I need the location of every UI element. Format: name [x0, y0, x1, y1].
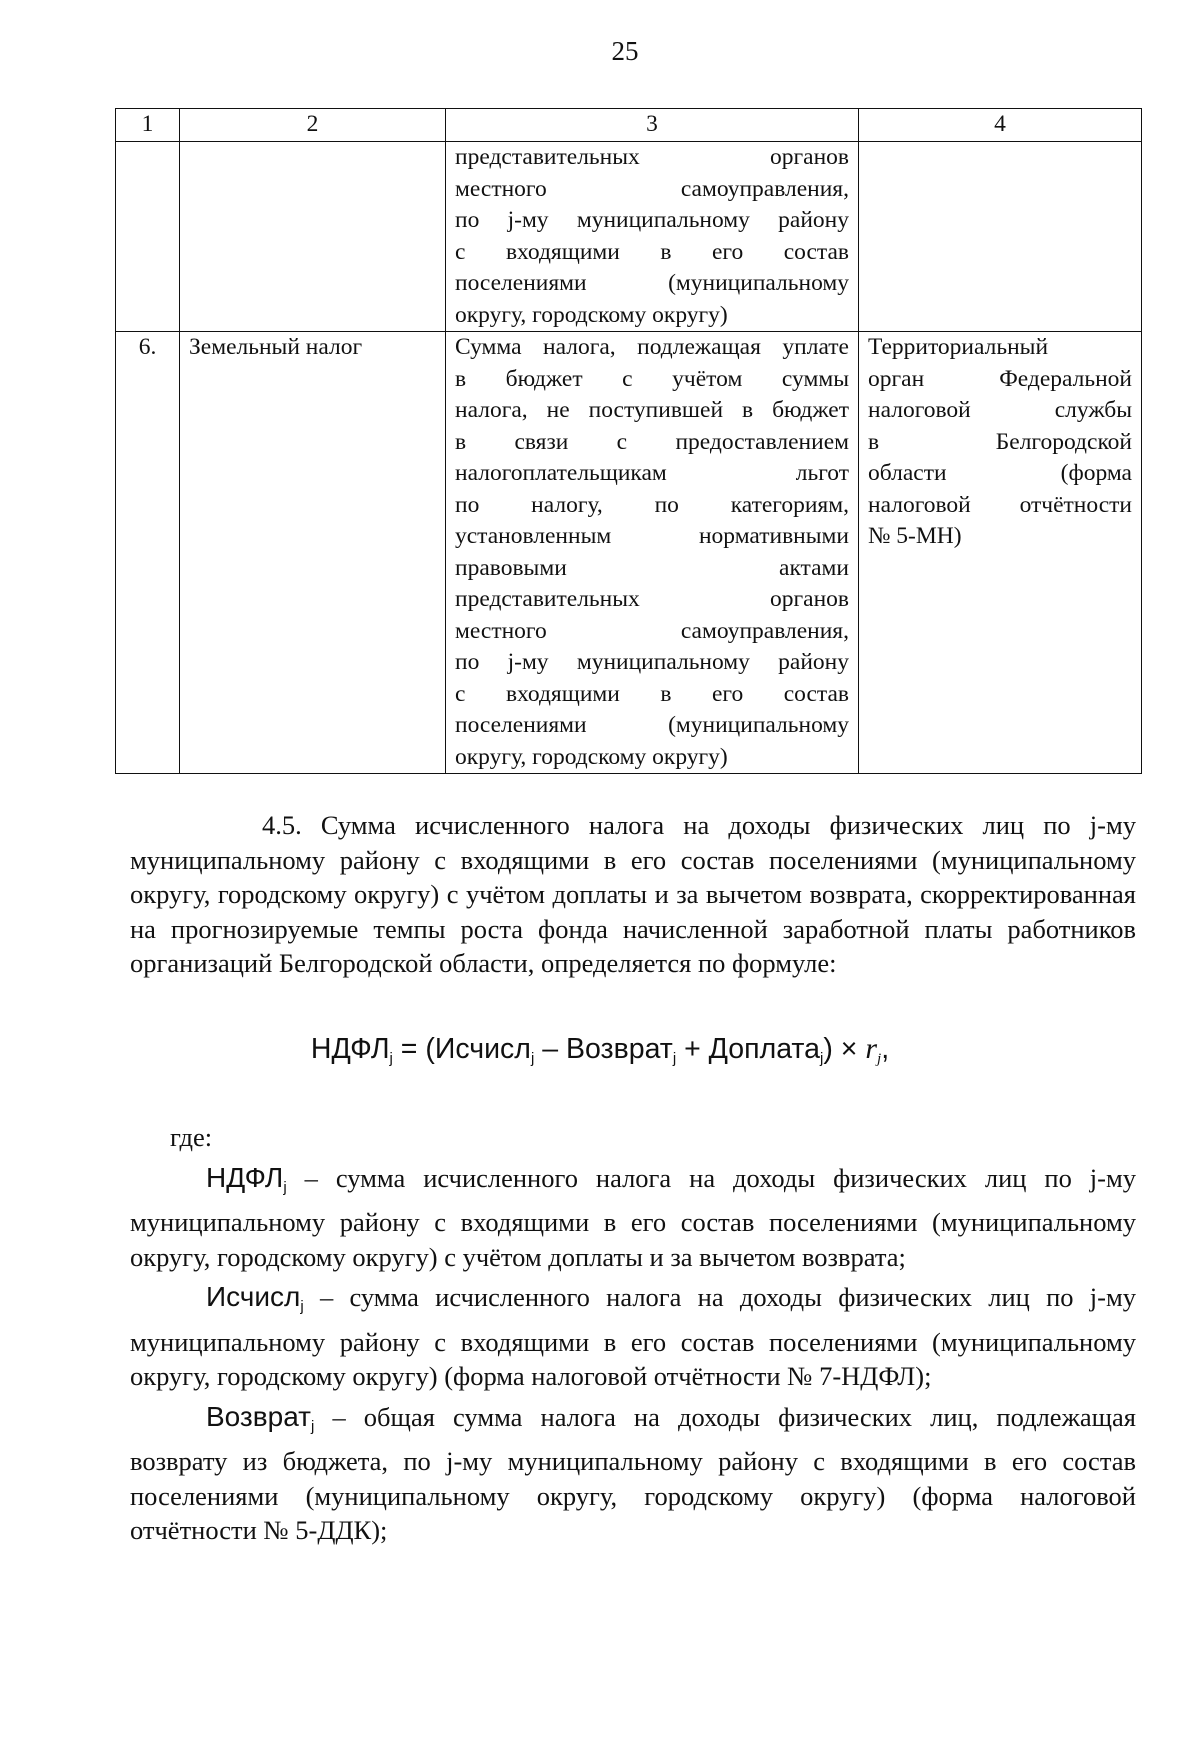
definition-term: Исчисл [206, 1281, 301, 1312]
cell-line: орган Федеральной [868, 365, 1132, 392]
cell-line: с входящими в его состав [455, 238, 849, 265]
table-header-row [116, 109, 1142, 142]
formula-term-vozvrat: Возврат [565, 1033, 673, 1065]
cell-line: налоговой отчётности [868, 491, 1132, 518]
definition-sub: j [283, 1178, 287, 1196]
definition-ndfl [130, 1161, 1136, 1275]
row-tax-name: Земельный налог [180, 332, 446, 774]
formula-sub: j [672, 1050, 677, 1067]
definition-sub: j [300, 1298, 304, 1315]
row-description [446, 332, 859, 774]
cell-line: местного самоуправления, [455, 617, 849, 644]
row-source [859, 142, 1142, 332]
cell-line: округу, городскому округу) [455, 301, 728, 328]
formula-minus: – [534, 1033, 566, 1065]
cell-line: по j-му муниципальному району [455, 207, 849, 233]
cell-line: налога, не поступившей в бюджет [455, 397, 849, 423]
formula-r: r [865, 1032, 878, 1065]
cell-line: по j-му муниципальному району [455, 649, 849, 675]
definition-term: НДФЛ [206, 1161, 284, 1193]
formula-sub-r: j [877, 1051, 882, 1067]
definition-text: – сумма исчисленного налога на доходы физических лиц по j-му муниципальному району с входящими в его состав поселениями (муниципальному округу, городскому округу) с учётом доплаты и за вычетом возврата; [130, 1162, 1136, 1272]
cell-line: области (форма [868, 460, 1132, 486]
cell-line: правовыми актами [455, 554, 849, 581]
cell-line: по налогу, по категориям, [455, 491, 849, 518]
cell-line: налогоплательщикам льгот [455, 460, 849, 486]
row-number [116, 142, 180, 332]
formula-sub: j [389, 1050, 393, 1067]
cell-line: № 5-МН) [868, 523, 962, 549]
cell-line: округу, городскому округу) [455, 743, 728, 770]
row-description [446, 142, 859, 332]
definition-term: Возврат [206, 1400, 311, 1432]
cell-line: с входящими в его состав [455, 680, 849, 707]
formula-sub: j [820, 1050, 824, 1067]
definition-vozvrat [130, 1400, 1136, 1548]
cell-line: в связи с предоставлением [455, 428, 849, 455]
cell-line: установленным нормативными [455, 523, 849, 549]
where-label: где: [170, 1122, 213, 1152]
formula-lhs: НДФЛ [310, 1033, 390, 1065]
table-row [116, 332, 1142, 774]
definition-text: – общая сумма налога на доходы физических лиц, подлежащая возврату из бюджета, по j-му муниципальному району с входящими в его состав поселениями (муниципальному округу, городскому округу) (форма налоговой отчётности № 5-ДДК); [130, 1401, 1136, 1545]
cell-line: местного самоуправления, [455, 175, 849, 202]
definition-sub: j [311, 1417, 315, 1435]
formula-term-doplata: Доплата [708, 1033, 821, 1065]
table-row [116, 142, 1142, 332]
section-intro [130, 808, 1136, 981]
formula-sub: j [530, 1050, 535, 1067]
header-col-4: 4 [859, 109, 1142, 142]
cell-line: Сумма налога, подлежащая уплате [455, 334, 849, 360]
cell-line: Территориальный [868, 334, 1049, 360]
cell-line: в Белгородской [868, 428, 1132, 455]
formula-tail: , [881, 1033, 890, 1065]
page-number: 25 [611, 36, 639, 66]
header-col-2: 2 [180, 109, 446, 142]
formula-eq: = ( [392, 1033, 435, 1065]
definition-text: – сумма исчисленного налога на доходы физических лиц по j-му муниципальному району с входящими в его состав поселениями (муниципальному округу, городскому округу) (форма налоговой отчётности № 7-НДФЛ); [130, 1282, 1136, 1391]
header-col-3: 3 [446, 109, 859, 142]
row-tax-name [180, 142, 446, 332]
definition-ischisl [130, 1280, 1136, 1394]
definitions [130, 1120, 1136, 1548]
row-number: 6. [116, 332, 180, 774]
tax-table [115, 108, 1142, 774]
formula-plus: + [676, 1033, 709, 1065]
intro-paragraph: 4.5. Сумма исчисленного налога на доходы физических лиц по j-му муниципальному району с входящими в его состав поселениями (муниципальному округу, городскому округу) с учётом доплаты и за вычетом возврата, скорректированная на прогнозируемые темпы роста фонда начисленной заработной платы работников организаций Белгородской области, определяется по формуле: [130, 810, 1136, 978]
header-col-1: 1 [116, 109, 180, 142]
cell-line: поселениями (муниципальному [455, 270, 849, 296]
formula-times: ) × [823, 1033, 866, 1065]
cell-line: в бюджет с учётом суммы [455, 365, 849, 392]
cell-line: представительных органов [455, 144, 849, 170]
ndfl-formula [0, 1032, 1200, 1068]
cell-line: представительных органов [455, 586, 849, 612]
formula-term-ischisl: Исчисл [434, 1033, 531, 1065]
row-source [859, 332, 1142, 774]
cell-line: поселениями (муниципальному [455, 712, 849, 738]
cell-line: налоговой службы [868, 397, 1132, 423]
